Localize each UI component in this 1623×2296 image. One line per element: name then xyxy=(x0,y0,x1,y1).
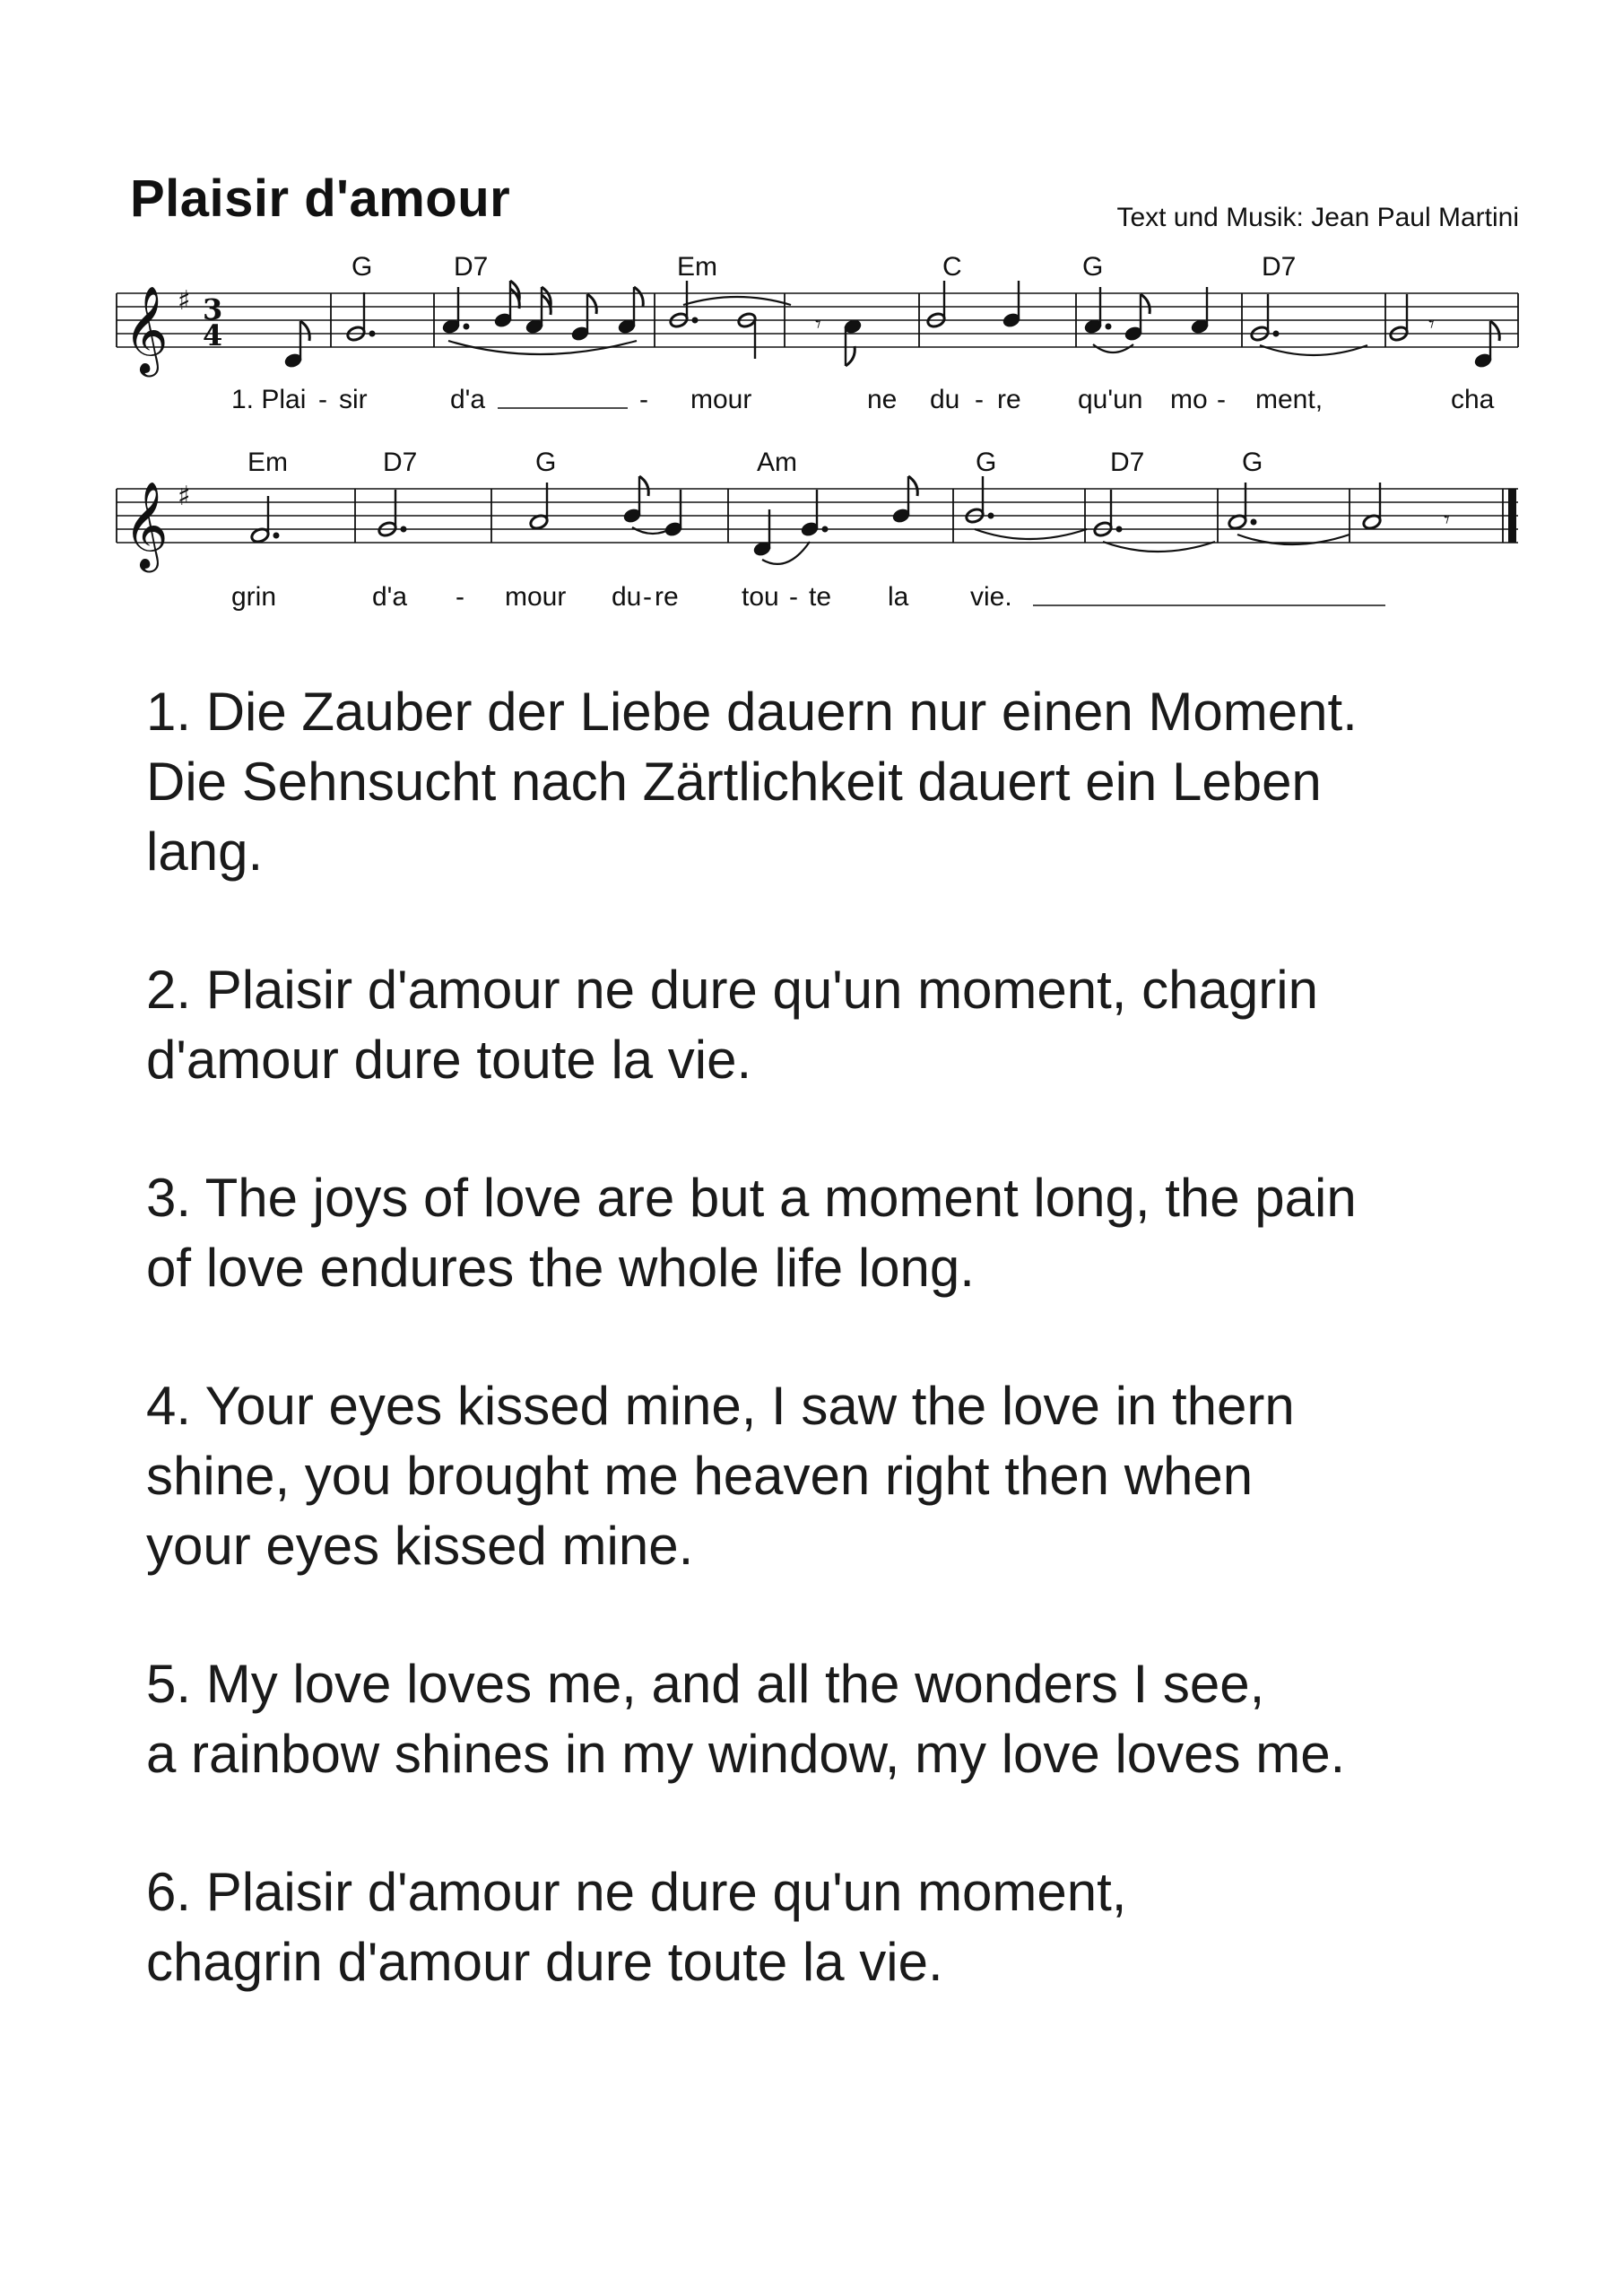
chord-symbol: G xyxy=(1242,448,1263,477)
chord-symbol: G xyxy=(1082,252,1104,282)
staff-system-1 xyxy=(117,252,1518,414)
lyric-syllable: ne xyxy=(867,385,898,414)
chord-symbol: D7 xyxy=(383,448,418,477)
chord-symbol: Am xyxy=(757,448,797,477)
svg-text:𝄾: 𝄾 xyxy=(1428,311,1435,338)
lyric-syllable: tou xyxy=(742,582,779,612)
lyric-syllable: d'a xyxy=(450,385,486,414)
stanza-2: 2. Plaisir d'amour ne dure qu'un moment, chagrin d'amour dure toute la vie. xyxy=(146,960,1318,1090)
chord-symbol: Em xyxy=(677,252,717,282)
lyric-syllable: mour xyxy=(690,385,752,414)
lyric-syllable: te xyxy=(809,582,832,612)
lyric-syllable: du xyxy=(612,582,642,612)
chord-symbol: G xyxy=(535,448,557,477)
svg-text:-: - xyxy=(643,582,652,612)
svg-text:-: - xyxy=(1217,385,1226,414)
lyric-syllable: cha xyxy=(1451,385,1495,414)
chord-symbol: D7 xyxy=(1262,252,1297,282)
key-signature-sharp: ♯ xyxy=(178,285,191,317)
lyric-syllable: re xyxy=(997,385,1021,414)
lyric-syllable: du xyxy=(930,385,960,414)
sheet-music xyxy=(0,0,1623,646)
staff-system-2 xyxy=(117,448,1518,612)
lyric-syllable: la xyxy=(888,582,909,612)
lyric-syllable: sir xyxy=(339,385,368,414)
lyric-syllable: 1. Plai xyxy=(231,385,307,414)
time-signature-bottom: 4 xyxy=(203,318,223,352)
svg-text:𝄾: 𝄾 xyxy=(1444,507,1450,534)
chord-symbol: C xyxy=(942,252,962,282)
svg-text:-: - xyxy=(789,582,798,612)
svg-text:-: - xyxy=(318,385,327,414)
lyric-syllable: d'a xyxy=(372,582,408,612)
chord-symbol: D7 xyxy=(454,252,489,282)
lyric-syllable: mo xyxy=(1170,385,1208,414)
lyric-syllable: qu'un xyxy=(1078,385,1143,414)
chord-symbol: Em xyxy=(247,448,288,477)
page-title: Plaisir d'amour xyxy=(130,170,511,228)
stanza-6: 6. Plaisir d'amour ne dure qu'un moment, chagrin d'amour dure toute la vie. xyxy=(146,1862,1127,1992)
stanza-3: 3. The joys of love are but a moment long, the pain of love endures the whole life long. xyxy=(146,1168,1357,1298)
lyric-syllable: ment, xyxy=(1255,385,1324,414)
chord-symbol: D7 xyxy=(1110,448,1145,477)
svg-text:-: - xyxy=(456,582,464,612)
svg-text:𝄾: 𝄾 xyxy=(815,311,821,338)
stanza-5: 5. My love loves me, and all the wonders I see, a rainbow shines in my window, my love loves me. xyxy=(146,1654,1346,1784)
stanza-4: 4. Your eyes kissed mine, I saw the love in thern shine, you brought me heaven right then when your eyes kissed mine. xyxy=(146,1376,1295,1576)
composer-credit: Text und Musik: Jean Paul Martini xyxy=(1116,203,1519,232)
lyric-syllable: re xyxy=(655,582,679,612)
treble-clef-icon: 𝄞 xyxy=(124,481,169,569)
lyric-syllable: vie. xyxy=(970,582,1012,612)
stanza-1: 1. Die Zauber der Liebe dauern nur einen Moment. Die Sehnsucht nach Zärtlichkeit dauert ein Leben lang. xyxy=(146,682,1358,882)
time-signature-top: 3 xyxy=(203,292,223,326)
svg-text:-: - xyxy=(975,385,984,414)
chord-symbol: G xyxy=(352,252,373,282)
treble-clef-icon: 𝄞 xyxy=(124,285,169,373)
lyrics-stanzas xyxy=(146,677,1545,2066)
svg-text:-: - xyxy=(639,385,648,414)
key-signature-sharp: ♯ xyxy=(178,481,191,512)
lyric-syllable: grin xyxy=(231,582,277,612)
lyric-syllable: mour xyxy=(505,582,567,612)
chord-symbol: G xyxy=(976,448,997,477)
